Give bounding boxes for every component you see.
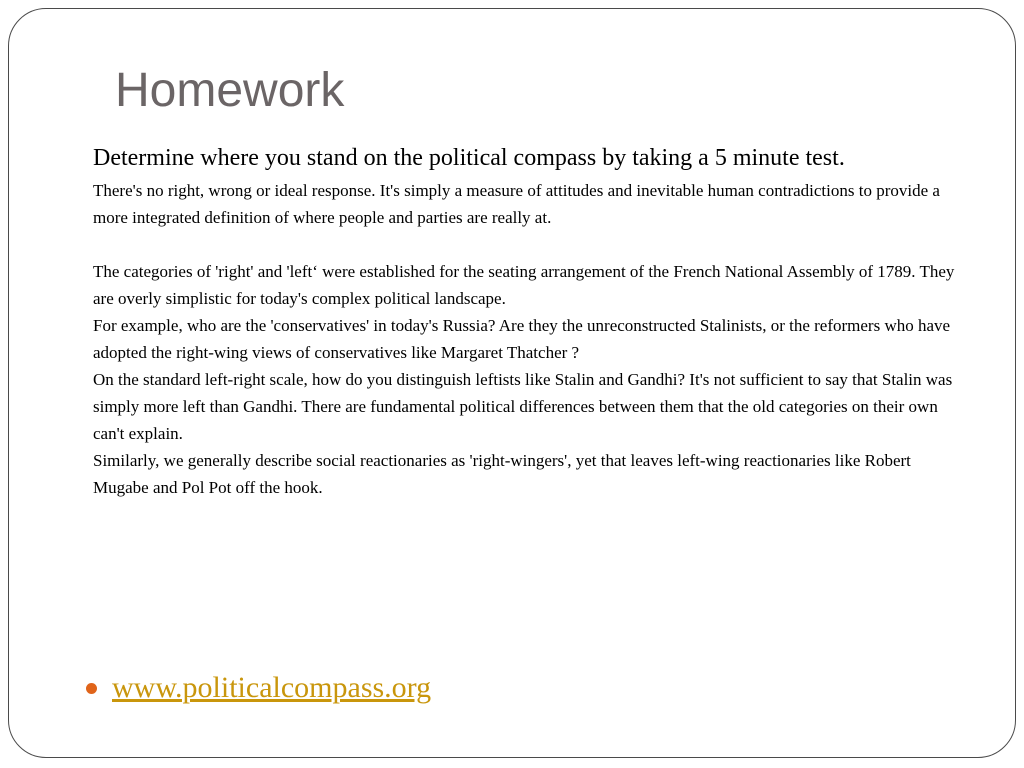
paragraph-russia-example: For example, who are the 'conservatives' in today's Russia? Are they the unreconstructed Stalinists, or the reformers who have adopted the right-wing views of conservatives like Margaret Thatcher ? — [93, 316, 951, 362]
slide-frame — [8, 8, 1016, 758]
paragraph-reactionaries: Similarly, we generally describe social reactionaries as 'right-wingers', yet that leaves left-wing reactionaries like Robert Mugabe and Pol Pot off the hook. — [93, 451, 911, 497]
political-compass-link[interactable]: www.politicalcompass.org — [112, 671, 432, 704]
slide-title: Homework — [115, 64, 345, 117]
slide-body — [93, 139, 963, 501]
paragraph-history: The categories of 'right' and 'left‘ were established for the seating arrangement of the French National Assembly of 1789. They are overly simplistic for today's complex political landscape. — [93, 262, 955, 308]
link-bullet-item — [84, 668, 431, 708]
paragraph-spacer — [93, 231, 963, 258]
lead-text: Determine where you stand on the political compass by taking a 5 minute test. — [93, 145, 845, 171]
bullet-dot-icon — [86, 683, 97, 694]
paragraph-stalin-gandhi: On the standard left-right scale, how do you distinguish leftists like Stalin and Gandhi? It's not sufficient to say that Stalin was simply more left than Gandhi. There are fundamental political differences between them that the old categories on their own can't explain. — [93, 370, 953, 443]
paragraph-disclaimer: There's no right, wrong or ideal response. It's simply a measure of attitudes and inevitable human contradictions to provide a more integrated definition of where people and parties are really at. — [93, 181, 940, 227]
